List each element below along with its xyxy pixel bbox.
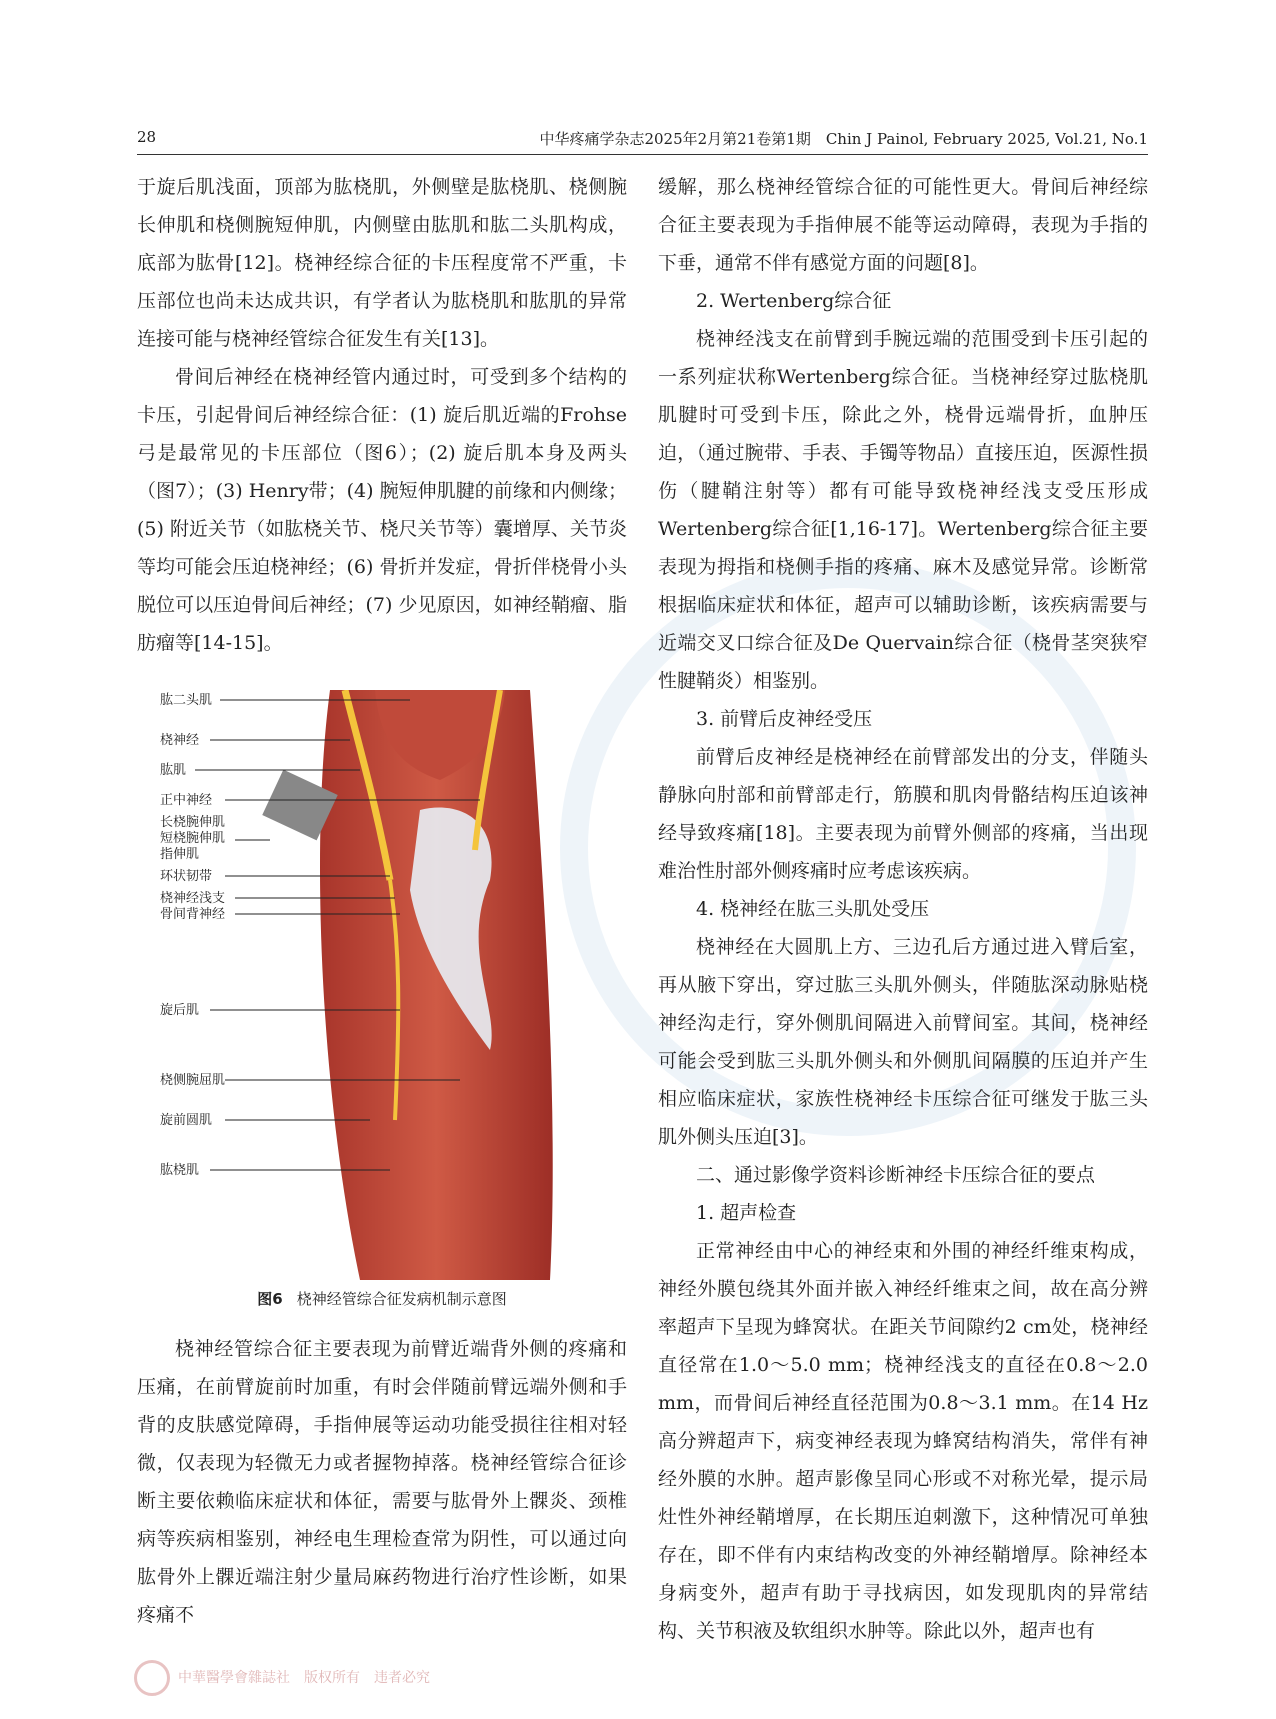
left-column: [137, 168, 627, 662]
paragraph: 缓解，那么桡神经管综合征的可能性更大。骨间后神经综合征主要表现为手指伸展不能等运动障碍，表现为手指的下垂，通常不伴有感觉方面的问题[8]。: [658, 176, 1148, 274]
paragraph: 桡神经管综合征主要表现为前臂近端背外侧的疼痛和压痛，在前臂旋前时加重，有时会伴随前臂远端外侧和手背的皮肤感觉障碍，手指伸展等运动功能受损往往相对轻微，仅表现为轻微无力或者握物掉落。桡神经管综合征诊断主要依赖临床症状和体征，需要与肱骨外上髁炎、颈椎病等疾病相鉴别，神经电生理检查常为阴性，可以通过向肱骨外上髁近端注射少量局麻药物进行治疗性诊断，如果疼痛不: [137, 1338, 627, 1626]
figure-label: 短桡腕伸肌: [160, 831, 226, 846]
figure-label: 正中神经: [160, 793, 213, 808]
figure-number: 图6: [257, 1290, 283, 1308]
anatomy-figure: [160, 690, 620, 1280]
section-heading: 2. Wertenberg综合征: [696, 290, 892, 312]
figure-label: 肱桡肌: [160, 1163, 200, 1178]
section-heading: 3. 前臂后皮神经受压: [696, 708, 873, 730]
figure-label: 骨间背神经: [160, 907, 226, 922]
right-column: [658, 168, 1148, 1650]
paragraph: 桡神经在大圆肌上方、三边孔后方通过进入臂后室，再从腋下穿出，穿过肱三头肌外侧头，伴随肱深动脉贴桡神经沟走行，穿外侧肌间隔进入前臂间室。其间，桡神经可能会受到肱三头肌外侧头和外侧肌间隔膜的压迫并产生相应临床症状，家族性桡神经卡压综合征可继发于肱三头肌外侧头压迫[3]。: [658, 936, 1148, 1148]
figure-label: 肱二头肌: [160, 693, 213, 708]
section-heading: 二、通过影像学资料诊断神经卡压综合征的要点: [696, 1164, 1096, 1186]
figure-label: 桡神经浅支: [160, 891, 226, 906]
paragraph: 桡神经浅支在前臂到手腕远端的范围受到卡压引起的一系列症状称Wertenberg综合征。当桡神经穿过肱桡肌肌腱时可受到卡压，除此之外，桡骨远端骨折，血肿压迫，（通过腕带、手表、手镯等物品）直接压迫，医源性损伤（腱鞘注射等）都有可能导致桡神经浅支受压形成Wertenberg综合征[1,16-17]。Wertenberg综合征主要表现为拇指和桡侧手指的疼痛、麻木及感觉异常。诊断常根据临床症状和体征，超声可以辅助诊断，该疾病需要与近端交叉口综合征及De Quervain综合征（桡骨茎突狭窄性腱鞘炎）相鉴别。: [658, 328, 1148, 692]
watermark-text: 中華醫學會雜誌社 版权所有 违者必究: [178, 1670, 430, 1686]
figure-label: 环状韧带: [160, 869, 213, 884]
figure-caption-text: 桡神经管综合征发病机制示意图: [296, 1290, 507, 1308]
paragraph: 正常神经由中心的神经束和外围的神经纤维束构成，神经外膜包绕其外面并嵌入神经纤维束之间，故在高分辨率超声下呈现为蜂窝状。在距关节间隙约2 cm处，桡神经直径常在1.0～5.0 mm；桡神经浅支的直径在0.8～2.0 mm，而骨间后神经直径范围为0.8～3.1 mm。在14 Hz高分辨超声下，病变神经表现为蜂窝结构消失，常伴有神经外膜的水肿。超声影像呈同心形或不对称光晕，提示局灶性外神经鞘增厚，在长期压迫刺激下，这种情况可单独存在，即不伴有内束结构改变的外神经鞘增厚。除神经本身病变外，超声有助于寻找病因，如发现肌肉的异常结构、关节积液及软组织水肿等。除此以外，超声也有: [658, 1240, 1148, 1642]
page-number: 28: [137, 128, 157, 146]
publisher-watermark: [134, 1660, 430, 1696]
section-heading: 1. 超声检查: [696, 1202, 797, 1224]
figure-label: 旋前圆肌: [160, 1113, 213, 1128]
section-heading: 4. 桡神经在肱三头肌处受压: [696, 898, 930, 920]
journal-citation: 中华疼痛学杂志2025年2月第21卷第1期 Chin J Painol, February 2025, Vol.21, No.1: [539, 130, 1148, 148]
figure-caption: [137, 1288, 627, 1309]
figure-label: 指伸肌: [160, 847, 200, 862]
figure-label: 长桡腕伸肌: [160, 815, 226, 830]
figure-label: 旋后肌: [160, 1003, 200, 1018]
figure-label: 桡神经: [160, 733, 200, 748]
paragraph: 前臂后皮神经是桡神经在前臂部发出的分支，伴随头静脉向肘部和前臂部走行，筋膜和肌肉骨骼结构压迫该神经导致疼痛[18]。主要表现为前臂外侧部的疼痛，当出现难治性肘部外侧疼痛时应考虑该疾病。: [658, 746, 1148, 882]
figure-label: 桡侧腕屈肌: [160, 1073, 226, 1088]
publisher-logo-icon: [134, 1660, 170, 1696]
figure-label: 肱肌: [160, 763, 187, 778]
left-column-bottom: [137, 1330, 627, 1634]
running-header: [137, 124, 1148, 155]
paragraph: 于旋后肌浅面，顶部为肱桡肌，外侧壁是肱桡肌、桡侧腕长伸肌和桡侧腕短伸肌，内侧壁由肱肌和肱二头肌构成，底部为肱骨[12]。桡神经综合征的卡压程度常不严重，卡压部位也尚未达成共识，有学者认为肱桡肌和肱肌的异常连接可能与桡神经管综合征发生有关[13]。: [137, 176, 627, 350]
paragraph: 骨间后神经在桡神经管内通过时，可受到多个结构的卡压，引起骨间后神经综合征：(1) 旋后肌近端的Frohse弓是最常见的卡压部位（图6）；(2) 旋后肌本身及两头（图7）；(3) Henry带；(4) 腕短伸肌腱的前缘和内侧缘；(5) 附近关节（如肱桡关节、桡尺关节等）囊增厚、关节炎等均可能会压迫桡神经；(6) 骨折并发症，骨折伴桡骨小头脱位可以压迫骨间后神经；(7) 少见原因，如神经鞘瘤、脂肪瘤等[14-15]。: [137, 366, 627, 654]
